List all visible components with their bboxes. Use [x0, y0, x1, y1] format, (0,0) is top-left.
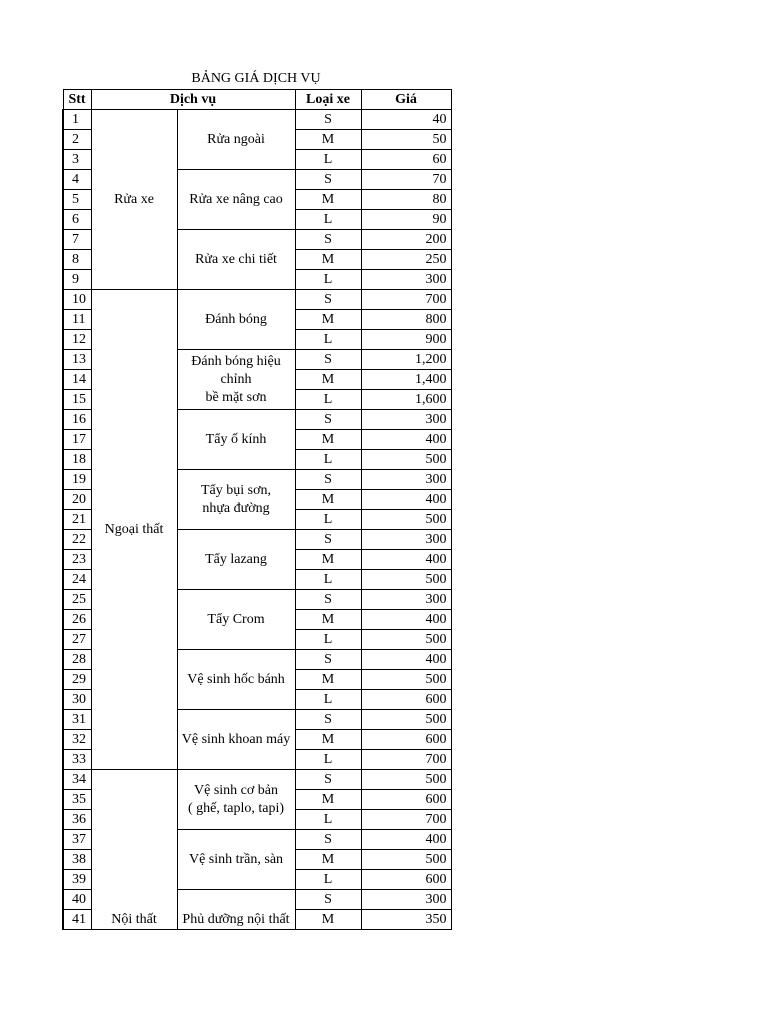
service-name-line: Đánh bóng	[205, 311, 267, 327]
vehicle-type-cell: L	[295, 870, 361, 890]
stt-cell: 2	[63, 130, 91, 150]
stt-cell: 14	[63, 370, 91, 390]
price-cell: 70	[361, 170, 451, 190]
service-cell	[177, 350, 295, 410]
service-name-line: Tẩy bụi sơn,	[200, 482, 271, 498]
vehicle-type-cell: S	[295, 110, 361, 130]
service-name-line: Rửa xe chi tiết	[195, 251, 277, 267]
stt-cell: 35	[63, 790, 91, 810]
stt-cell: 40	[63, 890, 91, 910]
stt-cell: 9	[63, 270, 91, 290]
service-cell	[177, 590, 295, 650]
vehicle-type-cell: M	[295, 370, 361, 390]
stt-cell: 32	[63, 730, 91, 750]
price-cell: 80	[361, 190, 451, 210]
vehicle-type-cell: L	[295, 450, 361, 470]
price-cell: 600	[361, 790, 451, 810]
vehicle-type-cell: S	[295, 830, 361, 850]
price-cell: 50	[361, 130, 451, 150]
vehicle-type-cell: S	[295, 890, 361, 910]
service-cell	[177, 230, 295, 290]
service-name-line: Tẩy Crom	[207, 611, 265, 627]
vehicle-type-cell: L	[295, 510, 361, 530]
service-name-line: Vệ sinh cơ bản	[194, 782, 278, 798]
table-row	[63, 110, 451, 130]
vehicle-type-cell: S	[295, 770, 361, 790]
price-cell: 500	[361, 570, 451, 590]
price-cell: 60	[361, 150, 451, 170]
price-cell: 400	[361, 650, 451, 670]
vehicle-type-cell: L	[295, 270, 361, 290]
stt-cell: 15	[63, 390, 91, 410]
price-cell: 350	[361, 910, 451, 930]
service-cell	[177, 110, 295, 170]
stt-cell: 5	[63, 190, 91, 210]
stt-cell: 17	[63, 430, 91, 450]
price-cell: 900	[361, 330, 451, 350]
stt-cell: 19	[63, 470, 91, 490]
vehicle-type-cell: M	[295, 250, 361, 270]
header-service: Dịch vụ	[91, 90, 295, 110]
vehicle-type-cell: M	[295, 310, 361, 330]
stt-cell: 12	[63, 330, 91, 350]
stt-cell: 27	[63, 630, 91, 650]
price-cell: 500	[361, 630, 451, 650]
service-name-line: Vệ sinh trần, sàn	[188, 851, 284, 867]
vehicle-type-cell: M	[295, 490, 361, 510]
stt-cell: 1	[63, 110, 91, 130]
stt-cell: 23	[63, 550, 91, 570]
vehicle-type-cell: S	[295, 350, 361, 370]
vehicle-type-cell: M	[295, 430, 361, 450]
service-name-line: Vệ sinh khoan máy	[181, 731, 291, 747]
service-name-line: ( ghế, taplo, tapi)	[187, 800, 285, 816]
document-title: BẢNG GIÁ DỊCH VỤ	[191, 71, 321, 86]
category-cell: Rửa xe	[91, 110, 177, 290]
service-name-line: Tẩy lazang	[205, 551, 267, 567]
category-cell: Ngoại thất	[91, 290, 177, 770]
service-name-line: Rửa ngoài	[207, 131, 265, 147]
stt-cell: 13	[63, 350, 91, 370]
price-cell: 500	[361, 670, 451, 690]
stt-cell: 36	[63, 810, 91, 830]
stt-cell: 31	[63, 710, 91, 730]
vehicle-type-cell: M	[295, 190, 361, 210]
stt-cell: 28	[63, 650, 91, 670]
stt-cell: 39	[63, 870, 91, 890]
vehicle-type-cell: M	[295, 130, 361, 150]
stt-cell: 6	[63, 210, 91, 230]
price-cell: 1,600	[361, 390, 451, 410]
service-cell	[177, 290, 295, 350]
vehicle-type-cell: L	[295, 690, 361, 710]
stt-cell: 26	[63, 610, 91, 630]
service-name-line: Vệ sinh hốc bánh	[187, 671, 285, 687]
vehicle-type-cell: M	[295, 550, 361, 570]
vehicle-type-cell: L	[295, 210, 361, 230]
stt-cell: 37	[63, 830, 91, 850]
vehicle-type-cell: S	[295, 230, 361, 250]
stt-cell: 21	[63, 510, 91, 530]
vehicle-type-cell: S	[295, 170, 361, 190]
stt-cell: 41	[63, 910, 91, 930]
vehicle-type-cell: L	[295, 150, 361, 170]
price-cell: 40	[361, 110, 451, 130]
stt-cell: 4	[63, 170, 91, 190]
service-cell	[177, 710, 295, 770]
price-cell: 600	[361, 870, 451, 890]
price-cell: 500	[361, 710, 451, 730]
price-cell: 400	[361, 430, 451, 450]
vehicle-type-cell: L	[295, 390, 361, 410]
header-vehicle-type: Loại xe	[295, 90, 361, 110]
stt-cell: 20	[63, 490, 91, 510]
service-cell	[177, 830, 295, 890]
stt-cell: 16	[63, 410, 91, 430]
service-cell	[177, 530, 295, 590]
vehicle-type-cell: S	[295, 590, 361, 610]
price-cell: 700	[361, 810, 451, 830]
stt-cell: 30	[63, 690, 91, 710]
stt-cell: 33	[63, 750, 91, 770]
price-cell: 500	[361, 450, 451, 470]
service-name-line: bề mặt sơn	[205, 389, 267, 405]
vehicle-type-cell: L	[295, 810, 361, 830]
vehicle-type-cell: M	[295, 670, 361, 690]
header-price: Giá	[361, 90, 451, 110]
price-cell: 200	[361, 230, 451, 250]
price-cell: 300	[361, 410, 451, 430]
header-row	[63, 90, 451, 110]
price-cell: 600	[361, 690, 451, 710]
price-cell: 400	[361, 610, 451, 630]
category-cell: Nội thất	[91, 770, 177, 930]
price-cell: 800	[361, 310, 451, 330]
price-cell: 500	[361, 850, 451, 870]
price-cell: 250	[361, 250, 451, 270]
price-cell: 500	[361, 510, 451, 530]
stt-cell: 24	[63, 570, 91, 590]
service-cell	[177, 650, 295, 710]
vehicle-type-cell: M	[295, 790, 361, 810]
service-cell	[177, 770, 295, 830]
table-row	[63, 770, 451, 790]
vehicle-type-cell: S	[295, 710, 361, 730]
table-row	[63, 290, 451, 310]
price-cell: 300	[361, 470, 451, 490]
vehicle-type-cell: S	[295, 530, 361, 550]
service-cell	[177, 410, 295, 470]
stt-cell: 38	[63, 850, 91, 870]
price-cell: 400	[361, 830, 451, 850]
price-cell: 600	[361, 730, 451, 750]
vehicle-type-cell: S	[295, 290, 361, 310]
vehicle-type-cell: L	[295, 330, 361, 350]
price-cell: 700	[361, 290, 451, 310]
service-cell	[177, 470, 295, 530]
price-cell: 700	[361, 750, 451, 770]
service-name-line: nhựa đường	[202, 500, 270, 516]
price-cell: 90	[361, 210, 451, 230]
stt-cell: 29	[63, 670, 91, 690]
stt-cell: 11	[63, 310, 91, 330]
vehicle-type-cell: S	[295, 650, 361, 670]
service-name-line: Đánh bóng hiệu chỉnh	[191, 353, 281, 387]
price-cell: 1,200	[361, 350, 451, 370]
vehicle-type-cell: L	[295, 750, 361, 770]
header-stt: Stt	[63, 90, 91, 110]
vehicle-type-cell: M	[295, 850, 361, 870]
service-name-line: Phủ dưỡng nội thất	[182, 912, 290, 927]
service-cell	[177, 890, 295, 930]
vehicle-type-cell: L	[295, 630, 361, 650]
price-table	[62, 89, 452, 930]
stt-cell: 10	[63, 290, 91, 310]
stt-cell: 8	[63, 250, 91, 270]
price-cell: 400	[361, 550, 451, 570]
stt-cell: 22	[63, 530, 91, 550]
vehicle-type-cell: L	[295, 570, 361, 590]
price-cell: 500	[361, 770, 451, 790]
stt-cell: 34	[63, 770, 91, 790]
vehicle-type-cell: S	[295, 410, 361, 430]
price-cell: 1,400	[361, 370, 451, 390]
vehicle-type-cell: M	[295, 610, 361, 630]
price-cell: 300	[361, 590, 451, 610]
vehicle-type-cell: S	[295, 470, 361, 490]
stt-cell: 25	[63, 590, 91, 610]
price-cell: 400	[361, 490, 451, 510]
service-cell	[177, 170, 295, 230]
service-name-line: Rửa xe nâng cao	[189, 191, 283, 207]
service-name-line: Tẩy ố kính	[205, 431, 267, 447]
price-cell: 300	[361, 270, 451, 290]
stt-cell: 18	[63, 450, 91, 470]
price-cell: 300	[361, 890, 451, 910]
price-cell: 300	[361, 530, 451, 550]
vehicle-type-cell: M	[295, 730, 361, 750]
stt-cell: 3	[63, 150, 91, 170]
vehicle-type-cell: M	[295, 910, 361, 930]
stt-cell: 7	[63, 230, 91, 250]
